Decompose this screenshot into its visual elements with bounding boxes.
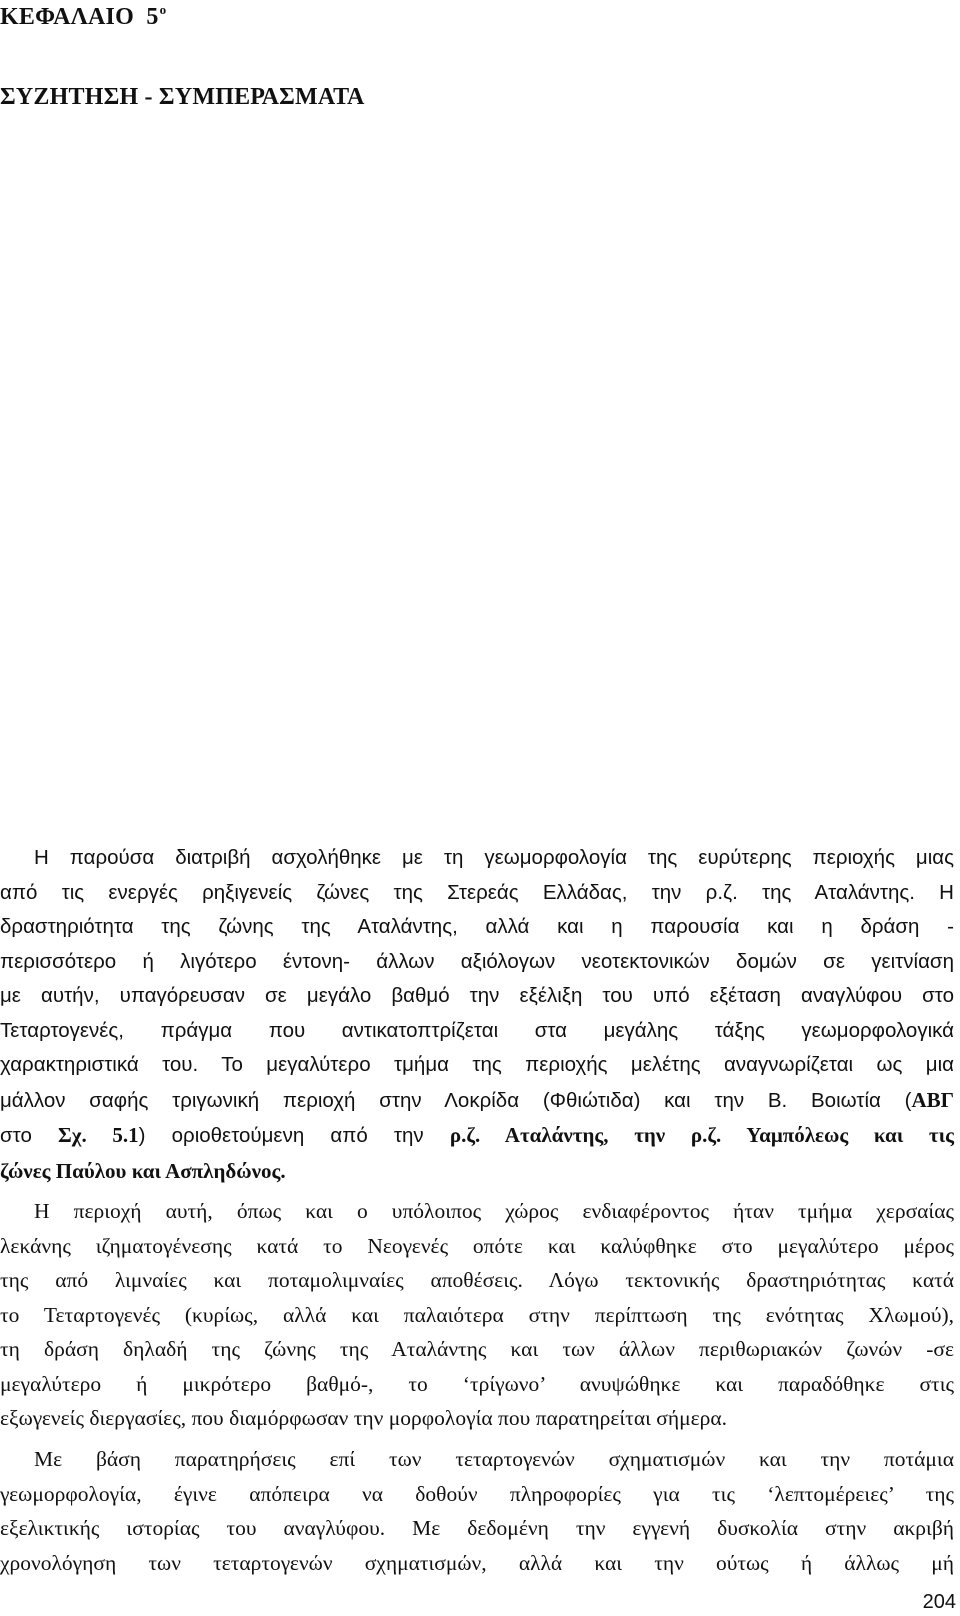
paragraph-line: μεγαλύτερο ή μικρότερο βαθμό-, το ‘τρίγωνο’ ανυψώθηκε και παραδόθηκε στις (0, 1371, 954, 1396)
fault-zone-names: ρ.ζ. Αταλάντης, την ρ.ζ. Υαμπόλεως και τις (449, 1123, 954, 1147)
triangle-label: ΑΒΓ (911, 1087, 954, 1112)
paragraph-line: Η περιοχή αυτή, όπως και ο υπόλοιπος χώρος ενδιαφέροντος ήταν τμήμα χερσαίας (34, 1199, 954, 1223)
section-title: ΣΥΖΗΤΗΣΗ - ΣΥΜΠΕΡΑΣΜΑΤΑ (0, 84, 365, 110)
paragraph-text: στο (0, 1124, 59, 1147)
paragraph-line: της από λιμναίες και ποταμολιμναίες αποθέσεις. Λόγω τεκτονικής δραστηριότητας κατά (0, 1268, 954, 1292)
chapter-heading (0, 2, 166, 31)
paragraph-line (0, 1154, 954, 1190)
paragraph-1 (0, 841, 954, 1189)
paragraph-line: δραστηριότητα της ζώνης της Αταλάντης, αλλά και η παρουσία και η δράση - (0, 915, 954, 938)
paragraph-line: από τις ενεργές ρηξιγενείς ζώνες της Στερεάς Ελλάδας, την ρ.ζ. της Αταλάντης. Η (0, 880, 954, 904)
paragraph-2 (0, 1194, 954, 1436)
paragraph-line: με αυτήν, υπαγόρευσαν σε μεγάλο βαθμό την εξέλιξη του υπό εξέταση αναγλύφου στο (0, 984, 954, 1007)
paragraph-line (0, 1118, 954, 1154)
paragraph-line (0, 1083, 954, 1119)
zone-names: ζώνες Παύλου και Ασπληδώνος. (0, 1158, 286, 1183)
paragraph-text: μάλλον σαφής τριγωνική περιοχή στην Λοκρίδα (Φθιώτιδα) και την Β. Βοιωτία ( (0, 1088, 912, 1112)
paragraph-line: το Τεταρτογενές (κυρίως, αλλά και παλαιότερα στην περίπτωση της ενότητας Χλωμού), (0, 1302, 954, 1327)
paragraph-line: Η παρούσα διατριβή ασχολήθηκε με τη γεωμορφολογία της ευρύτερης περιοχής μιας (34, 846, 954, 869)
paragraph-line: Με βάση παρατηρήσεις επί των τεταρτογενών σχηματισμών και την ποτάμια (34, 1447, 954, 1471)
paragraph-line: λεκάνης ιζηματογένεσης κατά το Νεογενές οπότε και καλύφθηκε στο μεγαλύτερο μέρος (0, 1233, 954, 1258)
paragraph-line: εξελικτικής ιστορίας του αναγλύφου. Με δεδομένη την εγγενή δυσκολία στην ακριβή (0, 1516, 954, 1540)
paragraph-line: γεωμορφολογία, έγινε απόπειρα να δοθούν πληροφορίες για τις ‘λεπτομέρειες’ της (0, 1481, 954, 1506)
paragraph-3 (0, 1442, 954, 1580)
figure-reference: Σχ. 5.1 (58, 1123, 139, 1147)
paragraph-line: τη δράση δηλαδή της ζώνης της Αταλάντης και των άλλων περιθωριακών ζωνών -σε (0, 1337, 954, 1361)
paragraph-line: χαρακτηριστικά του. Το μεγαλύτερο τμήμα της περιοχής μελέτης αναγνωρίζεται ως μια (0, 1053, 954, 1076)
chapter-label: ΚΕΦΑΛΑΙΟ (0, 4, 134, 30)
paragraph-text: ) οριοθετούμενη από την (138, 1124, 450, 1147)
chapter-ordinal: ο (159, 2, 167, 17)
page-number: 204 (922, 1591, 956, 1613)
paragraph-line: περισσότερο ή λιγότερο έντονη- άλλων αξιόλογων νεοτεκτονικών δομών σε γειτνίαση (0, 949, 954, 973)
paragraph-line: Τεταρτογενές, πράγμα που αντικατοπτρίζεται στα μεγάλης τάξης γεωμορφολογικά (0, 1018, 954, 1042)
paragraph-line: εξωγενείς διεργασίες, που διαμόρφωσαν την μορφολογία που παρατηρείται σήμερα. (0, 1406, 728, 1430)
paragraph-line: χρονολόγηση των τεταρτογενών σχηματισμών, αλλά και την ούτως ή άλλως μή (0, 1550, 954, 1575)
chapter-number: 5 (146, 4, 159, 30)
